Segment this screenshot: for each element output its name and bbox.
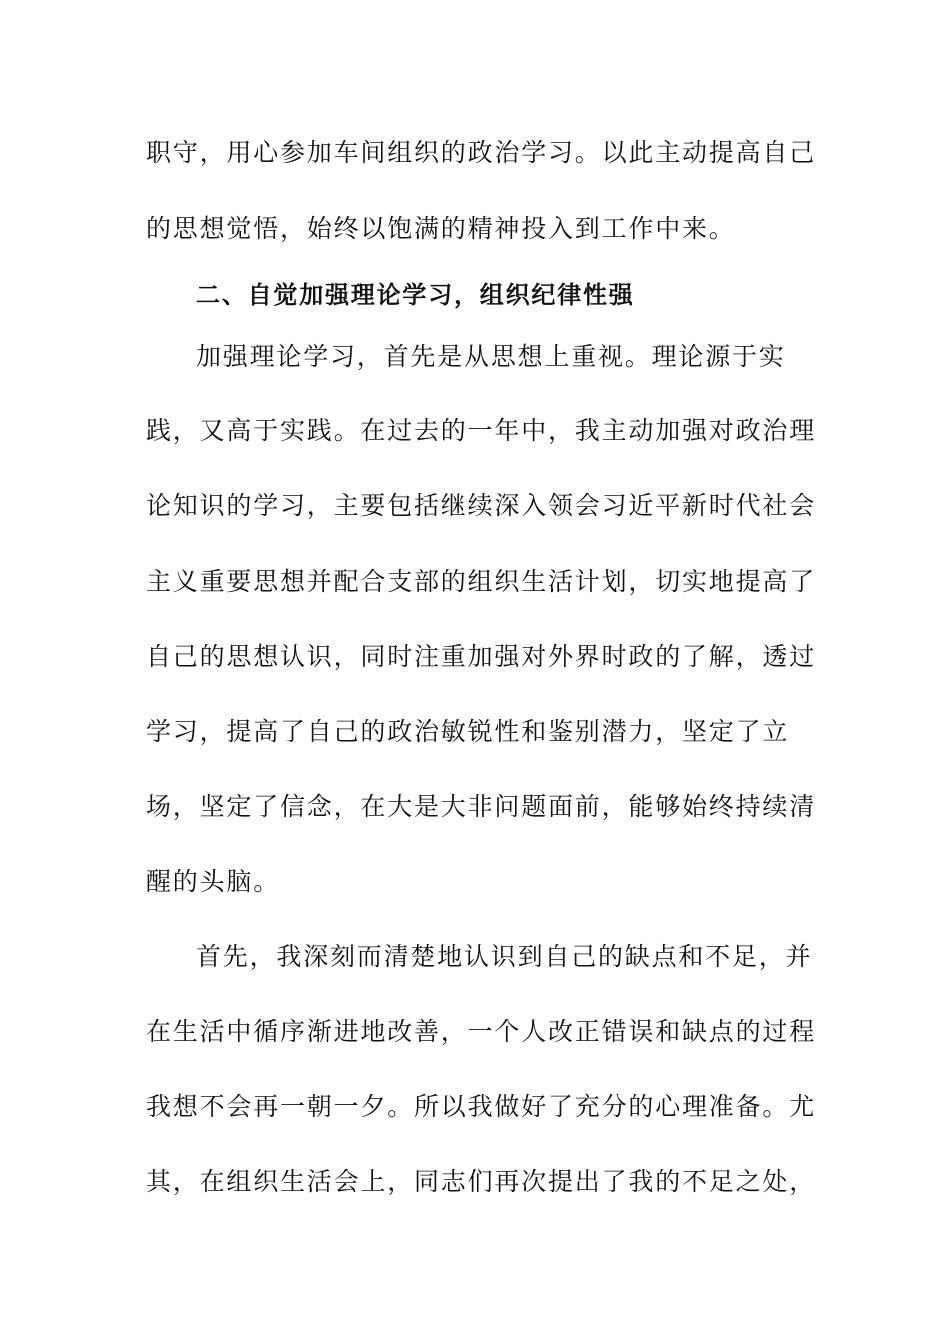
body-text-line: 主义重要思想并配合支部的组织生活计划，切实地提高了 bbox=[146, 567, 817, 596]
body-text-line: 在生活中循序渐进地改善，一个人改正错误和缺点的过程 bbox=[146, 1017, 817, 1046]
body-text-line: 场，坚定了信念，在大是大非问题面前，能够始终持续清 bbox=[146, 792, 817, 821]
body-text-line: 职守，用心参加车间组织的政治学习。以此主动提高自己 bbox=[146, 138, 817, 167]
body-text-line: 践，又高于实践。在过去的一年中，我主动加强对政治理 bbox=[146, 416, 817, 445]
paragraph-first-line: 加强理论学习，首先是从思想上重视。理论源于实 bbox=[196, 342, 786, 371]
body-text-line: 论知识的学习，主要包括继续深入领会习近平新时代社会 bbox=[146, 491, 817, 520]
body-text-line: 学习，提高了自己的政治敏锐性和鉴别潜力，坚定了立 bbox=[146, 717, 790, 746]
body-text-line: 醒的头脑。 bbox=[146, 867, 281, 896]
body-text-line: 自己的思想认识，同时注重加强对外界时政的了解，透过 bbox=[146, 642, 817, 671]
body-text-line: 我想不会再一朝一夕。所以我做好了充分的心理准备。尤 bbox=[146, 1092, 817, 1121]
body-text-line: 其，在组织生活会上，同志们再次提出了我的不足之处， bbox=[146, 1167, 817, 1196]
section-heading: 二、自觉加强理论学习，组织纪律性强 bbox=[196, 281, 635, 309]
body-text-line: 的思想觉悟，始终以饱满的精神投入到工作中来。 bbox=[146, 214, 736, 243]
paragraph-first-line: 首先，我深刻而清楚地认识到自己的缺点和不足，并 bbox=[196, 942, 813, 971]
